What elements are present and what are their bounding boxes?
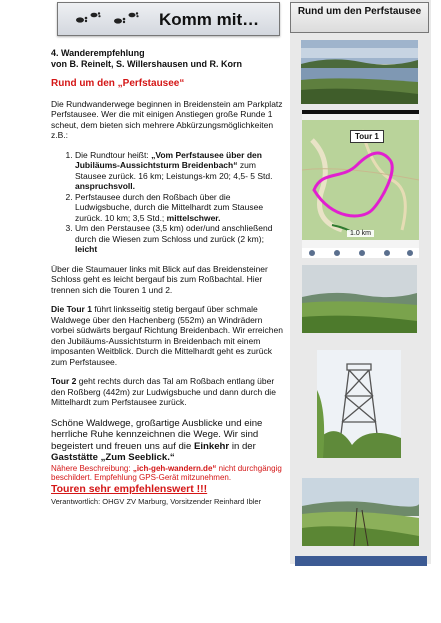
header-banner xyxy=(57,2,280,36)
article-heading: 4. Wanderempfehlung xyxy=(51,48,145,58)
note-text: Nähere Beschreibung: „ich-geh-wandern.de“ nicht durchgängig beschildert. Empfehlung GPS-Gerät mitzunehmen. xyxy=(51,463,282,483)
page-title: Komm mit… xyxy=(159,10,260,29)
route-list xyxy=(51,150,284,255)
route-item: 1. Die Rundtour heißt: „Vom Perfstausee über den Jubiläums-Aussichtsturm Breidenbach“ zum Stausee zurück. 16 km; Leistungs-km 20; 4,5- 5 Std. anspruchsvoll. xyxy=(75,150,284,192)
map-label: Tour 1 xyxy=(350,130,384,143)
map-scale: 1.0 km xyxy=(347,230,374,237)
route-map xyxy=(302,110,419,258)
closing-paragraph: Schöne Waldwege, großartige Ausblicke und eine herrliche Ruhe kennzeichnen die Wege. Wir sind begeistert und freuen uns auf die Einkehr in der Gaststätte „Zum Seeblick.“ xyxy=(51,417,263,464)
article-subtitle: Rund um den „Perfstausee“ xyxy=(51,78,185,89)
recommendation: Touren sehr empfehlenswert !!! xyxy=(51,482,208,495)
article xyxy=(51,48,284,508)
landscape-photo xyxy=(302,265,417,333)
lake-photo xyxy=(301,40,418,104)
tour2-paragraph: Tour 2 geht rechts durch das Tal am Roßbach entlang über den Roßberg (442m) zur Ludwigsbuche und dann durch die Mittelhardt zum Perfstausee zurück. xyxy=(51,376,276,407)
tower-photo xyxy=(317,350,401,458)
route-item: 3. Um den Perstausee (3,5 km) oder/und anschließend durch die Wiesen zum Schloss und zurück (2 km); leicht xyxy=(75,223,284,255)
valley-photo xyxy=(302,478,419,546)
route-item: 2. Perfstausee durch den Roßbach über die Ludwigsbuche, durch die Mittelhardt zum Stausee zurück. 10 km; 3,5 Std.; mittelschwer. xyxy=(75,192,284,224)
footprints-icon xyxy=(74,10,144,28)
footer-credit: Verantwortlich: OHGV ZV Marburg, Vorsitzender Reinhard Ibler xyxy=(51,497,262,507)
tour1-paragraph: Die Tour 1 führt linksseitig stetig bergauf über schmale Waldwege über den Hachenberg (552m) an Windrädern vorbei südwärts bergauf Richtung Breidenbach. Wir erreichen den Jubiläums-Aussichtsturm in Breidenbach mit einem imposanten Weitblick. Durch die Mittelhardt geht es zurück zum Perfstausee. xyxy=(51,304,283,367)
sidebar-accent-bar xyxy=(295,556,427,566)
intro-paragraph: Die Rundwanderwege beginnen in Breidenstein am Parkplatz Perfstausee. Wer die mit einigen Anstiegen große Runde 1 scheut, dem bieten sich mehrere Abkürzungsmöglichkeiten z.B.: xyxy=(51,98,283,140)
dam-paragraph: Über die Staumauer links mit Blick auf das Breidensteiner Schloss geht es leicht bergauf bis zum Roßbachtal. Hier trennen sich die Touren 1 und 2. xyxy=(51,263,268,295)
sidebar-title: Rund um den Perfstausee xyxy=(290,2,429,33)
article-authors: von B. Reinelt, S. Willershausen und R. Korn xyxy=(51,59,242,69)
